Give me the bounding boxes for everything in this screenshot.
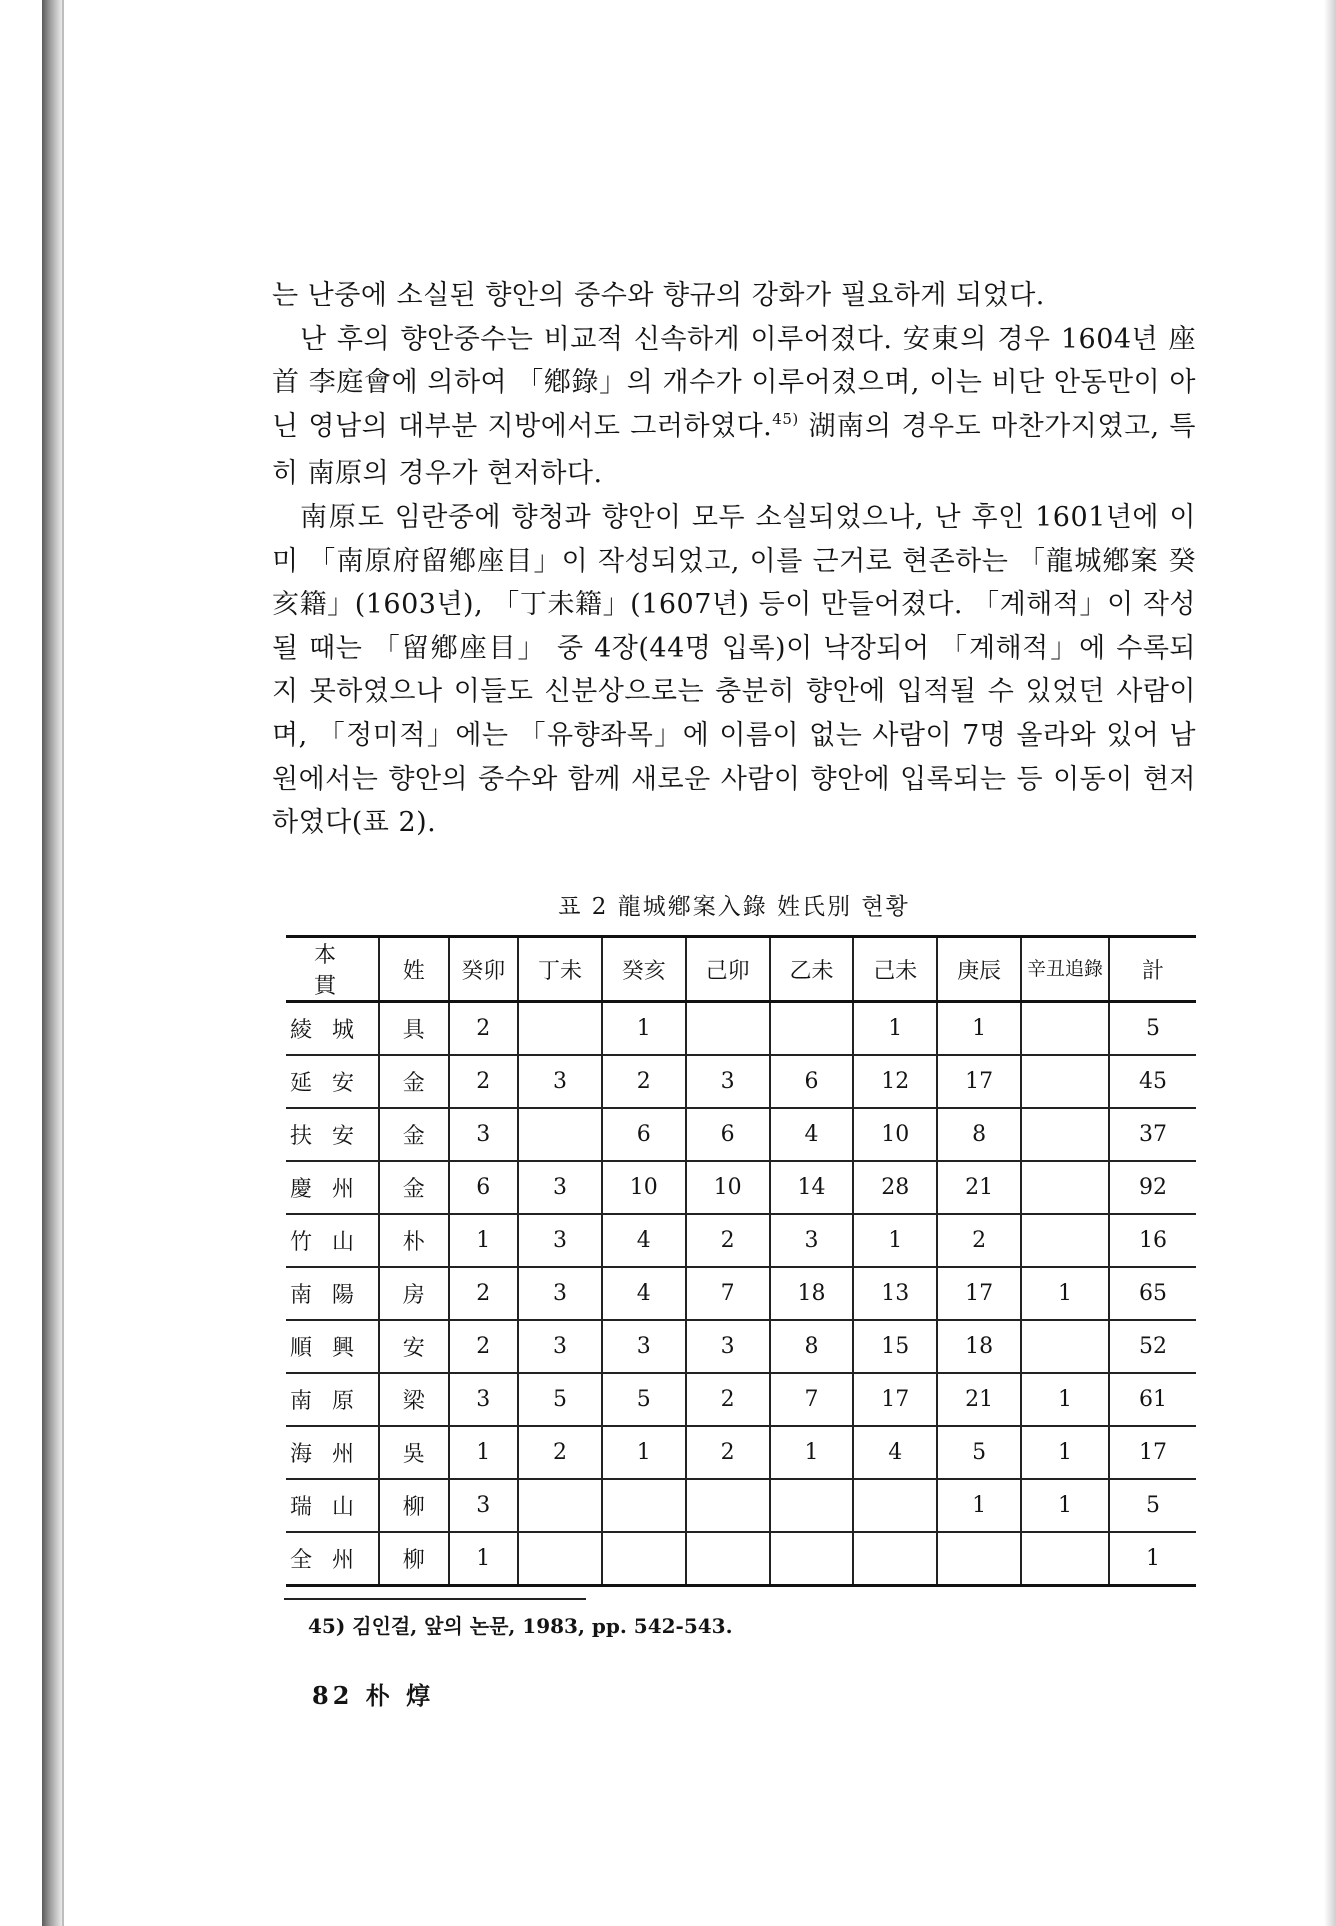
count-cell: 17 <box>937 1055 1021 1108</box>
region-cell: 慶州 <box>286 1161 379 1214</box>
region-cell: 綾城 <box>286 1002 379 1056</box>
count-cell: 12 <box>853 1055 937 1108</box>
count-cell: 3 <box>602 1320 686 1373</box>
count-cell: 1 <box>449 1214 519 1267</box>
count-cell: 2 <box>449 1320 519 1373</box>
total-cell: 5 <box>1109 1002 1196 1056</box>
header-cell: 辛丑追錄 <box>1021 937 1109 1002</box>
count-cell: 1 <box>770 1426 854 1479</box>
region-cell: 南陽 <box>286 1267 379 1320</box>
surname-cell: 金 <box>379 1161 449 1214</box>
count-cell <box>1021 1532 1109 1586</box>
total-cell: 52 <box>1109 1320 1196 1373</box>
total-cell: 17 <box>1109 1426 1196 1479</box>
header-cell: 己未 <box>853 937 937 1002</box>
header-cell: 乙未 <box>770 937 854 1002</box>
total-cell: 65 <box>1109 1267 1196 1320</box>
count-cell: 2 <box>686 1426 770 1479</box>
page-binding-edge <box>42 0 64 1926</box>
table-row <box>286 1108 1196 1161</box>
count-cell <box>770 1002 854 1056</box>
count-cell: 1 <box>853 1214 937 1267</box>
region-cell: 全州 <box>286 1532 379 1586</box>
count-cell: 1 <box>602 1426 686 1479</box>
header-cell: 計 <box>1109 937 1196 1002</box>
header-cell: 癸亥 <box>602 937 686 1002</box>
count-cell: 14 <box>770 1161 854 1214</box>
count-cell: 7 <box>686 1267 770 1320</box>
count-cell: 1 <box>853 1002 937 1056</box>
body-text <box>272 274 1196 845</box>
count-cell: 7 <box>770 1373 854 1426</box>
table-row <box>286 1002 1196 1056</box>
count-cell: 4 <box>853 1426 937 1479</box>
count-cell: 28 <box>853 1161 937 1214</box>
surname-cell: 金 <box>379 1055 449 1108</box>
count-cell: 17 <box>937 1267 1021 1320</box>
surname-cell: 房 <box>379 1267 449 1320</box>
count-cell: 3 <box>518 1161 602 1214</box>
table-row <box>286 1161 1196 1214</box>
table-row <box>286 1426 1196 1479</box>
total-cell: 16 <box>1109 1214 1196 1267</box>
count-cell: 6 <box>770 1055 854 1108</box>
table-row <box>286 1214 1196 1267</box>
table-body <box>286 1002 1196 1586</box>
footnote-rule <box>284 1598 586 1600</box>
count-cell <box>518 1002 602 1056</box>
header-cell: 本 貫 <box>286 937 379 1002</box>
count-cell: 3 <box>686 1055 770 1108</box>
count-cell: 3 <box>449 1479 519 1532</box>
count-cell <box>518 1108 602 1161</box>
count-cell: 1 <box>1021 1267 1109 1320</box>
total-cell: 5 <box>1109 1479 1196 1532</box>
count-cell: 2 <box>937 1214 1021 1267</box>
count-cell <box>602 1479 686 1532</box>
count-cell: 8 <box>770 1320 854 1373</box>
count-cell <box>602 1532 686 1586</box>
count-cell: 2 <box>449 1267 519 1320</box>
count-cell <box>686 1002 770 1056</box>
surname-cell: 吳 <box>379 1426 449 1479</box>
surname-cell: 朴 <box>379 1214 449 1267</box>
count-cell: 6 <box>449 1161 519 1214</box>
count-cell: 4 <box>602 1214 686 1267</box>
count-cell: 5 <box>602 1373 686 1426</box>
count-cell: 17 <box>853 1373 937 1426</box>
surname-cell: 安 <box>379 1320 449 1373</box>
count-cell <box>518 1532 602 1586</box>
surname-cell: 具 <box>379 1002 449 1056</box>
header-cell: 癸卯 <box>449 937 519 1002</box>
region-cell: 扶安 <box>286 1108 379 1161</box>
count-cell: 2 <box>449 1002 519 1056</box>
table-row <box>286 1267 1196 1320</box>
surname-cell: 金 <box>379 1108 449 1161</box>
count-cell: 2 <box>686 1214 770 1267</box>
count-cell: 1 <box>937 1479 1021 1532</box>
count-cell <box>1021 1320 1109 1373</box>
count-cell: 2 <box>602 1055 686 1108</box>
region-cell: 海州 <box>286 1426 379 1479</box>
count-cell: 4 <box>770 1108 854 1161</box>
count-cell: 1 <box>449 1426 519 1479</box>
paragraph-2-text: 난 후의 향안중수는 비교적 신속하게 이루어졌다. 安東의 경우 1604년 座首 李庭會에 의하여 「鄕錄」의 개수가 이루어졌으며, 이는 비단 안동만이 아닌 영남의 대부분 지방에서도 그러하였다. <box>272 323 1196 442</box>
count-cell <box>1021 1055 1109 1108</box>
region-cell: 順興 <box>286 1320 379 1373</box>
count-cell: 3 <box>518 1267 602 1320</box>
paragraph-3: 南原도 임란중에 향청과 향안이 모두 소실되었으나, 난 후인 1601년에 이미 「南原府留鄕座目」이 작성되었고, 이를 근거로 현존하는 「龍城鄕案 癸亥籍」(1603년), 「丁未籍」(1607년) 등이 만들어졌다. 「계해적」이 작성될 때는 「留鄕座目」 중 4장(44명 입록)이 낙장되어 「계해적」에 수록되지 못하였으나 이들도 신분상으로는 충분히 향안에 입적될 수 있었던 사람이며, 「정미적」에는 「유향좌목」에 이름이 없는 사람이 7명 올라와 있어 남원에서는 향안의 중수와 함께 새로운 사람이 향안에 입록되는 등 이동이 현저하였다(표 2). <box>272 501 1196 839</box>
count-cell: 2 <box>518 1426 602 1479</box>
count-cell: 5 <box>518 1373 602 1426</box>
header-cell: 丁未 <box>518 937 602 1002</box>
count-cell: 1 <box>602 1002 686 1056</box>
header-cell: 庚辰 <box>937 937 1021 1002</box>
table-row <box>286 1373 1196 1426</box>
paragraph-1: 는 난중에 소실된 향안의 중수와 향규의 강화가 필요하게 되었다. <box>272 280 1045 311</box>
count-cell <box>686 1479 770 1532</box>
count-cell <box>1021 1214 1109 1267</box>
count-cell: 1 <box>1021 1426 1109 1479</box>
count-cell <box>853 1532 937 1586</box>
count-cell <box>770 1532 854 1586</box>
count-cell <box>937 1532 1021 1586</box>
total-cell: 1 <box>1109 1532 1196 1586</box>
table-row <box>286 1055 1196 1108</box>
count-cell: 5 <box>937 1426 1021 1479</box>
surname-cell: 柳 <box>379 1479 449 1532</box>
count-cell <box>770 1479 854 1532</box>
table-header-row <box>286 937 1196 1002</box>
count-cell <box>518 1479 602 1532</box>
count-cell: 3 <box>518 1214 602 1267</box>
page-right-shadow <box>1324 0 1336 1926</box>
paragraph-2 <box>272 318 1196 496</box>
count-cell: 6 <box>602 1108 686 1161</box>
count-cell: 1 <box>1021 1479 1109 1532</box>
total-cell: 37 <box>1109 1108 1196 1161</box>
count-cell: 4 <box>602 1267 686 1320</box>
total-cell: 45 <box>1109 1055 1196 1108</box>
count-cell: 18 <box>937 1320 1021 1373</box>
count-cell: 3 <box>449 1108 519 1161</box>
count-cell: 10 <box>686 1161 770 1214</box>
count-cell: 8 <box>937 1108 1021 1161</box>
count-cell: 1 <box>1021 1373 1109 1426</box>
count-cell <box>1021 1108 1109 1161</box>
count-cell: 3 <box>518 1320 602 1373</box>
region-cell: 瑞山 <box>286 1479 379 1532</box>
count-cell: 1 <box>937 1002 1021 1056</box>
paragraph-2-tail: 湖南의 경우도 마찬가지였고, 특히 南原의 경우가 현저하다. <box>272 410 1196 490</box>
table-caption: 표 2 龍城鄕案入錄 姓氏別 현황 <box>558 894 910 920</box>
count-cell: 3 <box>770 1214 854 1267</box>
count-cell: 10 <box>602 1161 686 1214</box>
count-cell: 10 <box>853 1108 937 1161</box>
footnote-ref-45: 45) <box>772 409 799 428</box>
table-row <box>286 1320 1196 1373</box>
count-cell: 21 <box>937 1373 1021 1426</box>
surname-table <box>286 935 1196 1587</box>
count-cell: 1 <box>449 1532 519 1586</box>
count-cell: 3 <box>686 1320 770 1373</box>
page-folio: 82 朴 焞 <box>312 1681 435 1710</box>
region-cell: 竹山 <box>286 1214 379 1267</box>
count-cell: 13 <box>853 1267 937 1320</box>
count-cell: 2 <box>449 1055 519 1108</box>
count-cell: 15 <box>853 1320 937 1373</box>
count-cell: 6 <box>686 1108 770 1161</box>
count-cell <box>1021 1161 1109 1214</box>
count-cell: 18 <box>770 1267 854 1320</box>
total-cell: 61 <box>1109 1373 1196 1426</box>
count-cell: 2 <box>686 1373 770 1426</box>
count-cell: 21 <box>937 1161 1021 1214</box>
count-cell: 3 <box>518 1055 602 1108</box>
count-cell <box>853 1479 937 1532</box>
header-cell: 己卯 <box>686 937 770 1002</box>
footnote-45: 45) 김인걸, 앞의 논문, 1983, pp. 542-543. <box>308 1614 733 1638</box>
region-cell: 延安 <box>286 1055 379 1108</box>
surname-cell: 柳 <box>379 1532 449 1586</box>
region-cell: 南原 <box>286 1373 379 1426</box>
page-edge-line <box>62 0 64 1926</box>
table-row <box>286 1532 1196 1586</box>
surname-cell: 梁 <box>379 1373 449 1426</box>
total-cell: 92 <box>1109 1161 1196 1214</box>
table-row <box>286 1479 1196 1532</box>
count-cell <box>1021 1002 1109 1056</box>
header-cell: 姓 <box>379 937 449 1002</box>
count-cell <box>686 1532 770 1586</box>
count-cell: 3 <box>449 1373 519 1426</box>
